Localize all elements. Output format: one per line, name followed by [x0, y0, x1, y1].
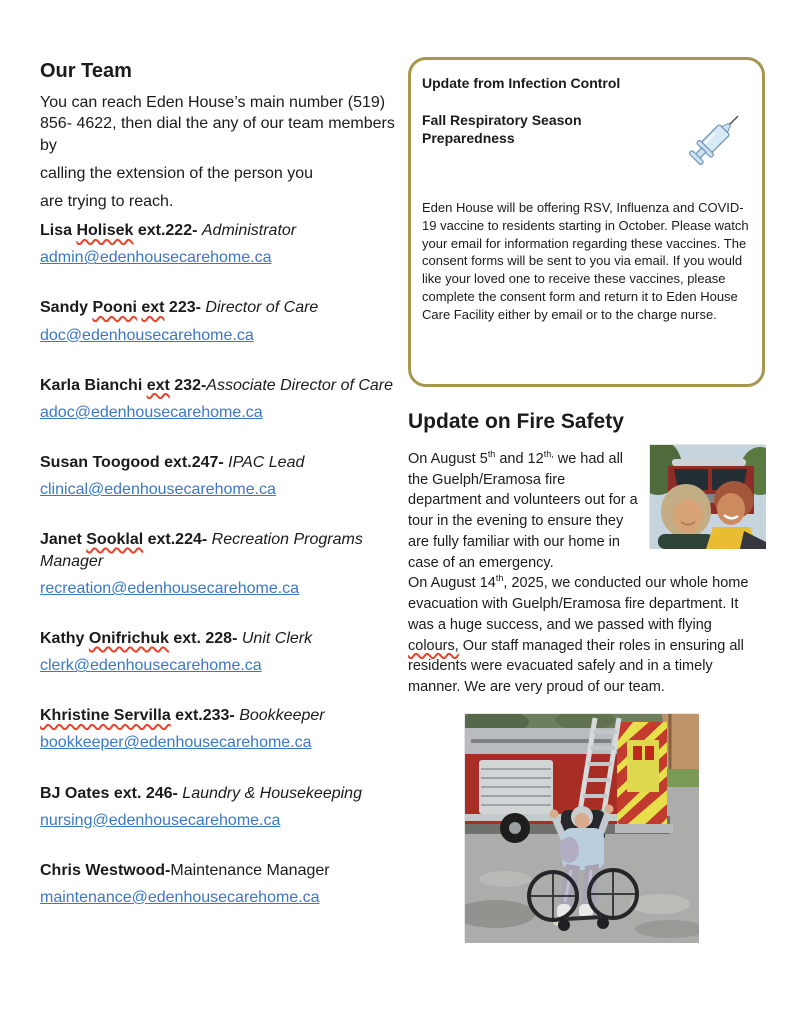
member-name-line: Janet Sooklal ext.224- Recreation Programs Manager: [40, 530, 363, 571]
member-name-line: Kathy Onifrichuk ext. 228- Unit Clerk: [40, 630, 313, 648]
member-email-link[interactable]: recreation@edenhousecarehome.ca: [40, 580, 300, 598]
member-email-link[interactable]: admin@edenhousecarehome.ca: [40, 249, 272, 267]
member-email-link[interactable]: clinical@edenhousecarehome.ca: [40, 480, 276, 498]
member-email-link[interactable]: maintenance@edenhousecarehome.ca: [40, 888, 320, 906]
fire-safety-section: [408, 410, 765, 942]
syringe-icon: [684, 105, 748, 171]
infection-box-subrow: [422, 111, 754, 181]
team-member-row: [40, 783, 408, 832]
team-member-row: [40, 860, 408, 909]
member-email-line: [40, 479, 408, 501]
member-email-link[interactable]: bookkeeper@edenhousecarehome.ca: [40, 734, 312, 752]
member-email-line: [40, 810, 408, 832]
infection-box-subtitle: Fall Respiratory Season Preparedness: [422, 112, 582, 147]
team-list: [40, 220, 408, 908]
member-name-line: Susan Toogood ext.247- IPAC Lead: [40, 453, 305, 471]
member-email-line: [40, 655, 408, 677]
member-email-link[interactable]: nursing@edenhousecarehome.ca: [40, 811, 281, 829]
fire-paragraph-2: On August 14th, 2025, we conducted our whole home evacuation with Guelph/Eramosa fire department. It was a huge success, and we passed with flying colours, Our staff managed their roles in ensuring all residents were evacuated safely and in a timely manner. We are very proud of our team.: [408, 573, 749, 696]
intro-line: are trying to reach.: [40, 193, 174, 211]
team-member-row: [40, 529, 408, 600]
infection-box-title: Update from Infection Control: [422, 75, 621, 91]
member-email-line: [40, 732, 408, 754]
member-email-line: [40, 402, 408, 424]
our-team-heading: Our Team: [40, 60, 132, 82]
member-name-line: Karla Bianchi ext 232-Associate Director of Care: [40, 376, 394, 394]
team-member-row: [40, 452, 408, 501]
member-email-line: [40, 247, 408, 269]
member-name-line: Sandy Pooni ext 223- Director of Care: [40, 299, 319, 317]
fire-truck-selfie-photo: [649, 444, 765, 548]
member-email-line: [40, 325, 408, 347]
fire-paragraph-1: On August 5th and $12^{th,}$ we had all the Guelph/Eramosa fire department and volunteers out for a tour in the evening to ensure they are fully familiar with our home in case of an emergency.: [408, 449, 638, 571]
team-member-row: [40, 375, 408, 424]
member-email-line: [40, 578, 408, 600]
intro-line: You can reach Eden House’s main number (519) 856- 4622, then dial the any of our team members by: [40, 94, 395, 154]
intro-line: calling the extension of the person you: [40, 164, 314, 182]
member-name-line: Chris Westwood-Maintenance Manager: [40, 861, 330, 879]
member-email-link[interactable]: doc@edenhousecarehome.ca: [40, 326, 254, 344]
member-email-line: [40, 887, 408, 909]
infection-control-box: [408, 57, 765, 387]
infection-box-body: Eden House will be offering RSV, Influenza and COVID-19 vaccine to residents starting in October. Please watch your email for information regarding these vaccines. The consent forms will be sent to you via email. If you would like your loved one to receive these vaccines, please complete the consent form and return it to Eden House Care Facility either by email or to the charge nurse.: [422, 200, 749, 322]
team-member-row: [40, 705, 408, 754]
right-column: [408, 57, 765, 942]
team-member-row: [40, 297, 408, 346]
resident-wheelchair-fire-truck-photo: [464, 713, 698, 942]
member-email-link[interactable]: adoc@edenhousecarehome.ca: [40, 403, 263, 421]
our-team-intro: [40, 92, 408, 212]
member-name-line: Lisa Holisek ext.222- Administrator: [40, 222, 297, 240]
member-email-link[interactable]: clerk@edenhousecarehome.ca: [40, 657, 262, 675]
our-team-section: [40, 60, 408, 909]
member-name-line: Khristine Servilla ext.233- Bookkeeper: [40, 707, 325, 725]
member-name-line: BJ Oates ext. 246- Laundry & Housekeeping: [40, 784, 362, 802]
team-member-row: [40, 628, 408, 677]
team-member-row: [40, 220, 408, 269]
fire-safety-heading: Update on Fire Safety: [408, 410, 624, 433]
